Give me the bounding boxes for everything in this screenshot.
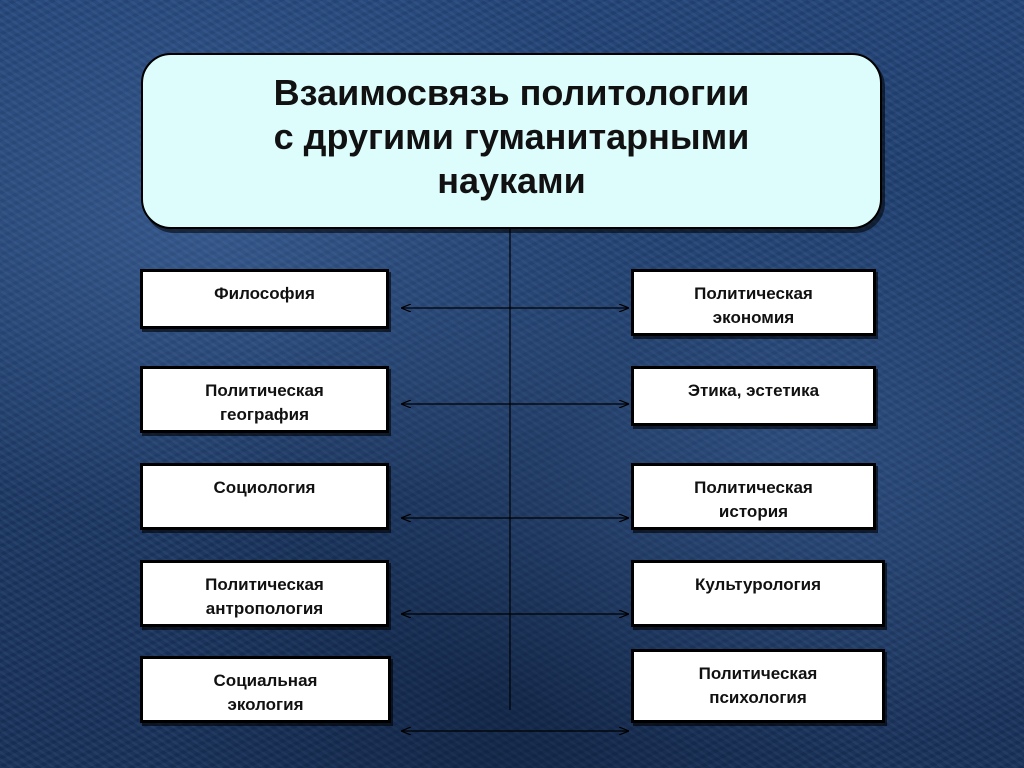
node-culturology (631, 560, 885, 627)
node-philosophy (140, 269, 389, 329)
node-label: Политическая антропология (205, 575, 324, 618)
node-social-ecology (140, 656, 391, 723)
node-political-economy (631, 269, 876, 336)
node-label: Политическая география (205, 381, 324, 424)
node-label: Политическая экономия (694, 284, 813, 327)
node-label: Социология (213, 478, 316, 497)
diagram-title: Взаимосвязь политологии с другими гуманитарными науками (273, 72, 750, 201)
node-label: Политическая история (694, 478, 813, 521)
node-political-geography (140, 366, 389, 433)
node-political-history (631, 463, 876, 530)
node-label: Культурология (694, 575, 822, 594)
node-political-anthropology (140, 560, 389, 627)
node-ethics-aesthetics (631, 366, 876, 426)
node-label: Социальная экология (213, 671, 318, 714)
node-sociology (140, 463, 389, 530)
node-label: Философия (214, 284, 315, 303)
title-box (141, 53, 882, 229)
node-label: Политическая психология (698, 664, 818, 707)
node-label: Этика, эстетика (687, 381, 820, 400)
node-political-psychology (631, 649, 885, 723)
